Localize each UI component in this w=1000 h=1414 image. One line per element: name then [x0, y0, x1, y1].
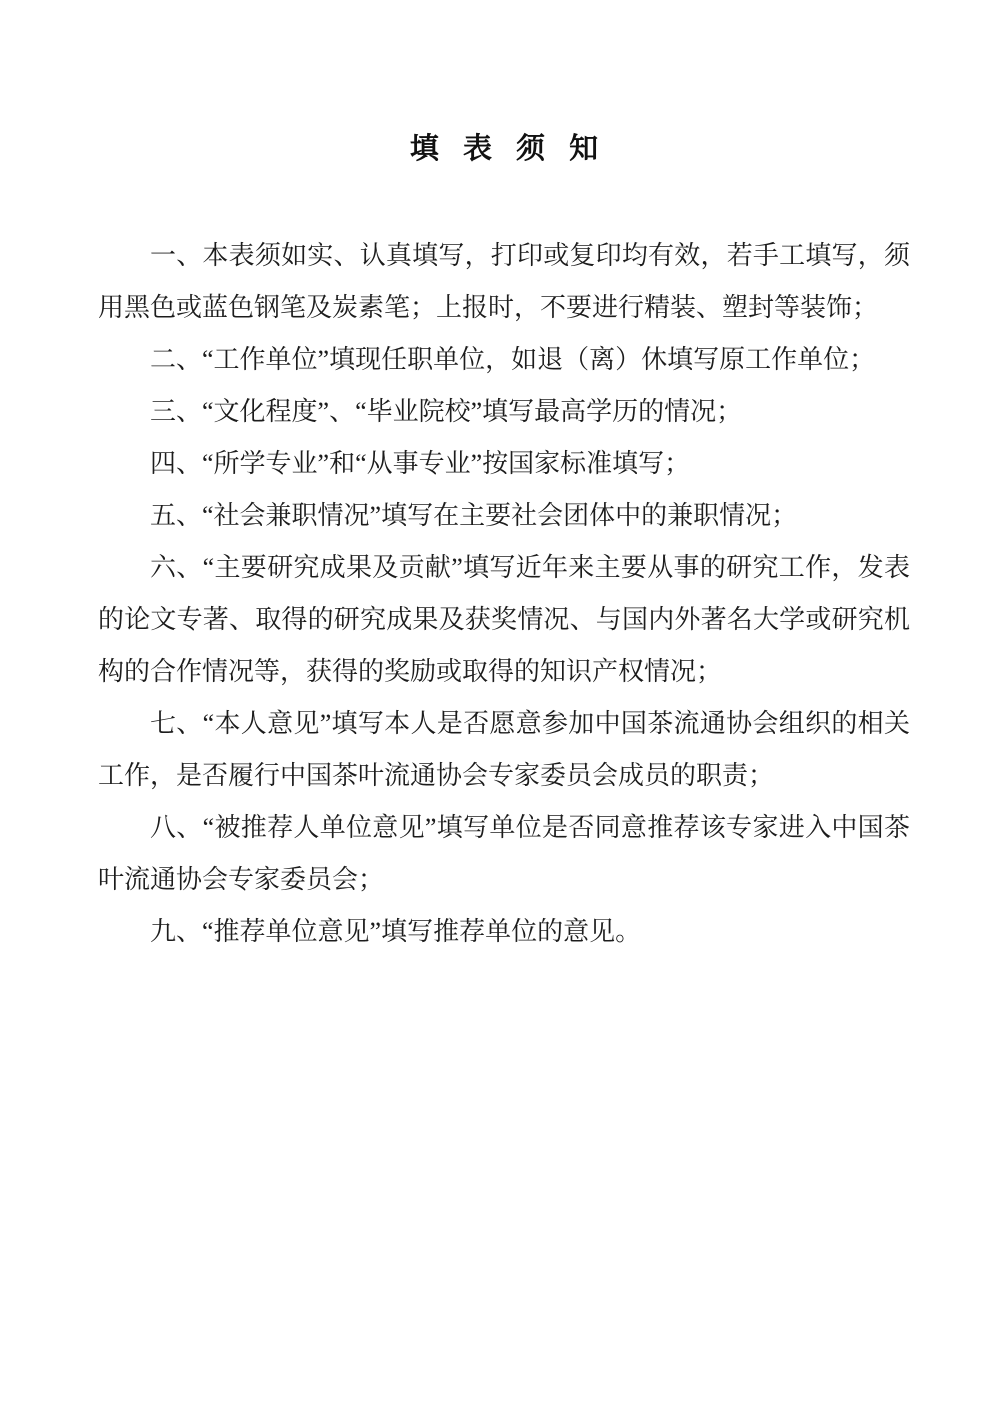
notice-item-7: 七、“本人意见”填写本人是否愿意参加中国茶流通协会组织的相关工作，是否履行中国茶叶流通协会专家委员会成员的职责；: [98, 709, 910, 790]
notice-item-2: 二、“工作单位”填现任职单位，如退（离）休填写原工作单位；: [150, 345, 876, 374]
notice-item-1: 一、本表须如实、认真填写，打印或复印均有效，若手工填写，须用黑色或蓝色钢笔及炭素笔；上报时，不要进行精装、塑封等装饰；: [98, 241, 910, 322]
notice-item-8: 八、“被推荐人单位意见”填写单位是否同意推荐该专家进入中国茶叶流通协会专家委员会；: [98, 813, 910, 894]
notice-body: [98, 230, 910, 958]
notice-item-6: 六、“主要研究成果及贡献”填写近年来主要从事的研究工作，发表的论文专著、取得的研究成果及获奖情况、与国内外著名大学或研究机构的合作情况等，获得的奖励或取得的知识产权情况；: [98, 553, 910, 686]
page-title: 填 表 须 知: [409, 133, 607, 165]
notice-item-4: 四、“所学专业”和“从事专业”按国家标准填写；: [150, 449, 691, 478]
notice-item-3: 三、“文化程度”、“毕业院校”填写最高学历的情况；: [150, 397, 743, 426]
notice-item-5: 五、“社会兼职情况”填写在主要社会团体中的兼职情况；: [150, 501, 798, 530]
notice-item-9: 九、“推荐单位意见”填写推荐单位的意见。: [150, 917, 642, 946]
